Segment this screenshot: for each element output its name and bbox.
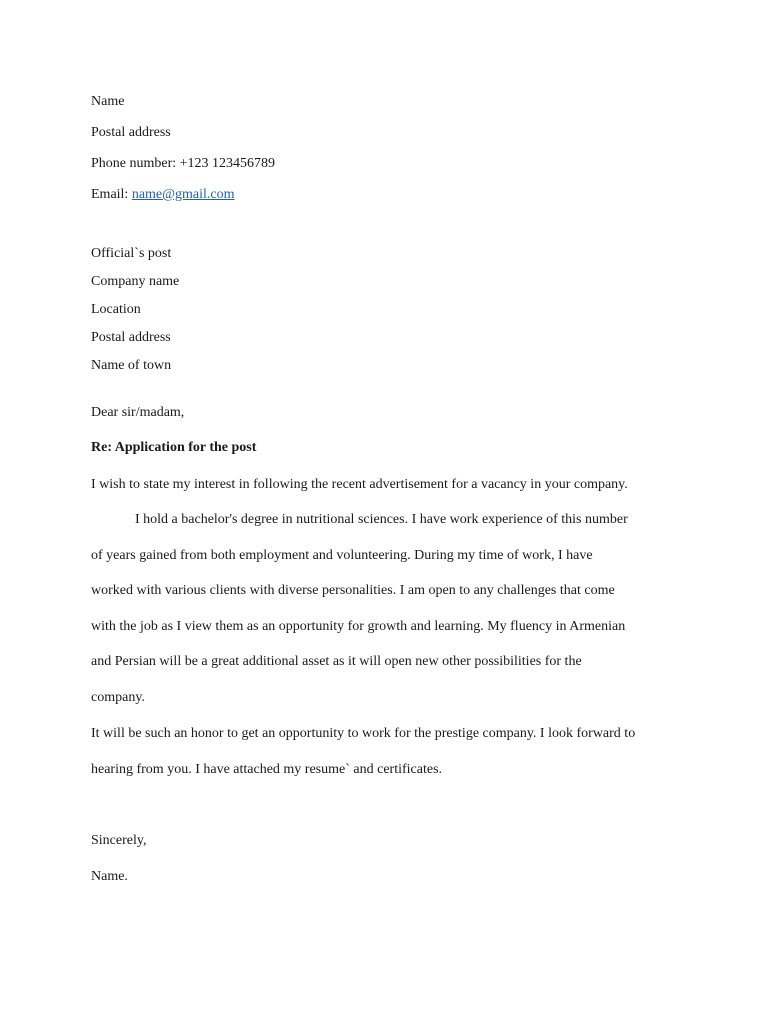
sender-postal-address: Postal address (91, 125, 171, 140)
sender-phone: Phone number: +123 123456789 (91, 156, 276, 171)
intro-paragraph: I wish to state my interest in following the recent advertisement for a vacancy in your company. (91, 477, 628, 492)
signature-name: Name. (91, 869, 128, 884)
body-line: and Persian will be a great additional asset as it will open new other possibilities for the (91, 654, 582, 669)
email-label: Email: (91, 187, 129, 202)
signoff: Sincerely, (91, 833, 147, 848)
email-link[interactable]: name@gmail.com (131, 187, 235, 202)
body-line: with the job as I view them as an opportunity for growth and learning. My fluency in Armenian (91, 619, 626, 634)
body-line: company. (91, 690, 145, 705)
subject-line: Re: Application for the post (91, 440, 257, 455)
salutation: Dear sir/madam, (91, 405, 185, 420)
recipient-postal-address: Postal address (91, 330, 171, 345)
recipient-location: Location (91, 302, 141, 317)
body-line: I hold a bachelor's degree in nutritional sciences. I have work experience of this number (135, 512, 628, 527)
sender-name: Name (91, 94, 125, 109)
closing-line: hearing from you. I have attached my resume` and certificates. (91, 762, 443, 777)
body-line: worked with various clients with diverse personalities. I am open to any challenges that come (91, 583, 615, 598)
body-line: of years gained from both employment and volunteering. During my time of work, I have (91, 548, 593, 563)
sender-email-line (91, 186, 235, 204)
recipient-post: Official`s post (91, 246, 172, 261)
recipient-company: Company name (91, 274, 180, 289)
recipient-town: Name of town (91, 358, 172, 373)
closing-line: It will be such an honor to get an opportunity to work for the prestige company. I look forward to (91, 726, 636, 741)
